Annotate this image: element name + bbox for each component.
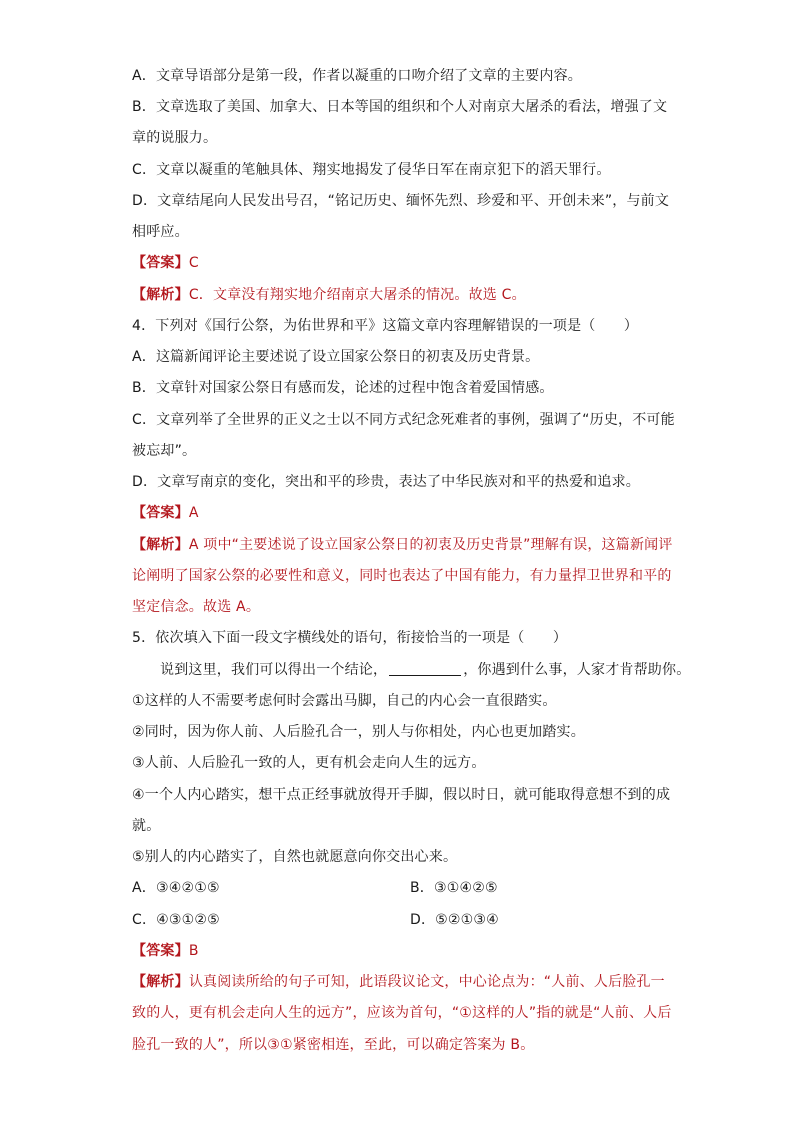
q5-analysis-line2: 致的人，更有机会走向人生的远方”，应该为首句，“①这样的人”指的就是“人前、人后	[132, 1005, 672, 1021]
q3-option-b-line2: 章的说服力。	[132, 130, 218, 146]
answer-tag: 【答案】	[132, 943, 189, 959]
q3-option-a: A．文章导语部分是第一段，作者以凝重的口吻介绍了文章的主要内容。	[132, 68, 582, 84]
q5-option-d: D．⑤②①③④	[410, 912, 499, 928]
q4-analysis-line1	[132, 535, 673, 555]
q4-option-c-line2: 被忘却”。	[132, 443, 197, 459]
q4-option-b: B．文章针对国家公祭日有感而发，论述的过程中饱含着爱国情感。	[132, 380, 554, 396]
q5-analysis-line3: 脸孔一致的人”，所以③①紧密相连，至此，可以确定答案为 B。	[132, 1037, 535, 1053]
q4-option-c-line1: C．文章列举了全世界的正义之士以不同方式纪念死难者的事例，强调了“历史，不可能	[132, 412, 675, 428]
q5-sentence-4-line1: ④一个人内心踏实，想干点正经事就放得开手脚，假以时日，就可能取得意想不到的成	[132, 787, 671, 803]
q5-sentence-1: ①这样的人不需要考虑何时会露出马脚，自己的内心会一直很踏实。	[132, 693, 557, 709]
answer-value: A	[188, 505, 199, 521]
q5-sentence-4-line2: 就。	[132, 818, 161, 834]
q3-option-d-line1: D．文章结尾向人民发出号召，“铭记历史、缅怀先烈、珍爱和平、开创未来”，与前文	[132, 193, 670, 209]
q3-analysis	[132, 285, 664, 305]
q5-option-c: C．④③①②⑤	[132, 912, 220, 928]
q4-analysis-line3: 坚定信念。故选 A。	[132, 599, 261, 615]
q5-sentence-5: ⑤别人的内心踏实了，自然也就愿意向你交出心来。	[132, 849, 458, 865]
fill-in-blank	[389, 661, 461, 676]
q3-option-b-line1: B．文章选取了美国、加拿大、日本等国的组织和个人对南京大屠杀的看法，增强了文	[132, 99, 668, 115]
q4-analysis-line2: 论阐明了国家公祭的必要性和意义，同时也表达了中国有能力，有力量捍卫世界和平的	[132, 568, 672, 584]
q5-option-a: A．③④②①⑤	[132, 880, 220, 896]
q4-option-d: D．文章写南京的变化，突出和平的珍贵，表达了中华民族对和平的热爱和追求。	[132, 474, 640, 490]
answer-value: B	[188, 943, 199, 959]
q5-option-b: B．③①④②⑤	[410, 880, 498, 896]
q5-sentence-3: ③人前、人后脸孔一致的人，更有机会走向人生的远方。	[132, 755, 486, 771]
passage-after: ，你遇到什么事，人家才肯帮助你。	[463, 662, 691, 678]
analysis-text: A 项中“主要述说了设立国家公祭日的初衷及历史背景”理解有误，这篇新闻评	[188, 537, 673, 553]
analysis-tag: 【解析】	[132, 287, 189, 303]
answer-tag: 【答案】	[132, 255, 189, 271]
q5-answer	[132, 941, 664, 961]
analysis-tag: 【解析】	[132, 974, 189, 990]
analysis-tag: 【解析】	[132, 537, 189, 553]
q3-option-c: C．文章以凝重的笔触具体、翔实地揭发了侵华日军在南京犯下的滔天罪行。	[132, 162, 611, 178]
q5-stem: 5．依次填入下面一段文字横线处的语句，衔接恰当的一项是（ ）	[132, 630, 568, 646]
passage-before: 说到这里，我们可以得出一个结论，	[160, 662, 388, 678]
analysis-text: 认真阅读所给的句子可知，此语段议论文，中心论点为：“人前、人后脸孔一	[188, 974, 665, 990]
q4-option-a: A．这篇新闻评论主要述说了设立国家公祭日的初衷及历史背景。	[132, 349, 540, 365]
q5-passage	[160, 660, 692, 680]
answer-value: C	[188, 255, 199, 271]
q5-analysis-line1	[132, 972, 664, 992]
q3-option-d-line2: 相呼应。	[132, 224, 189, 240]
answer-tag: 【答案】	[132, 505, 189, 521]
q4-stem: 4．下列对《国行公祭，为佑世界和平》这篇文章内容理解错误的一项是（ ）	[132, 318, 639, 334]
q5-sentence-2: ②同时，因为你人前、人后脸孔合一，别人与你相处，内心也更加踏实。	[132, 724, 585, 740]
q4-answer	[132, 503, 664, 523]
analysis-text: C．文章没有翔实地介绍南京大屠杀的情况。故选 C。	[188, 287, 526, 303]
q3-answer	[132, 253, 664, 273]
